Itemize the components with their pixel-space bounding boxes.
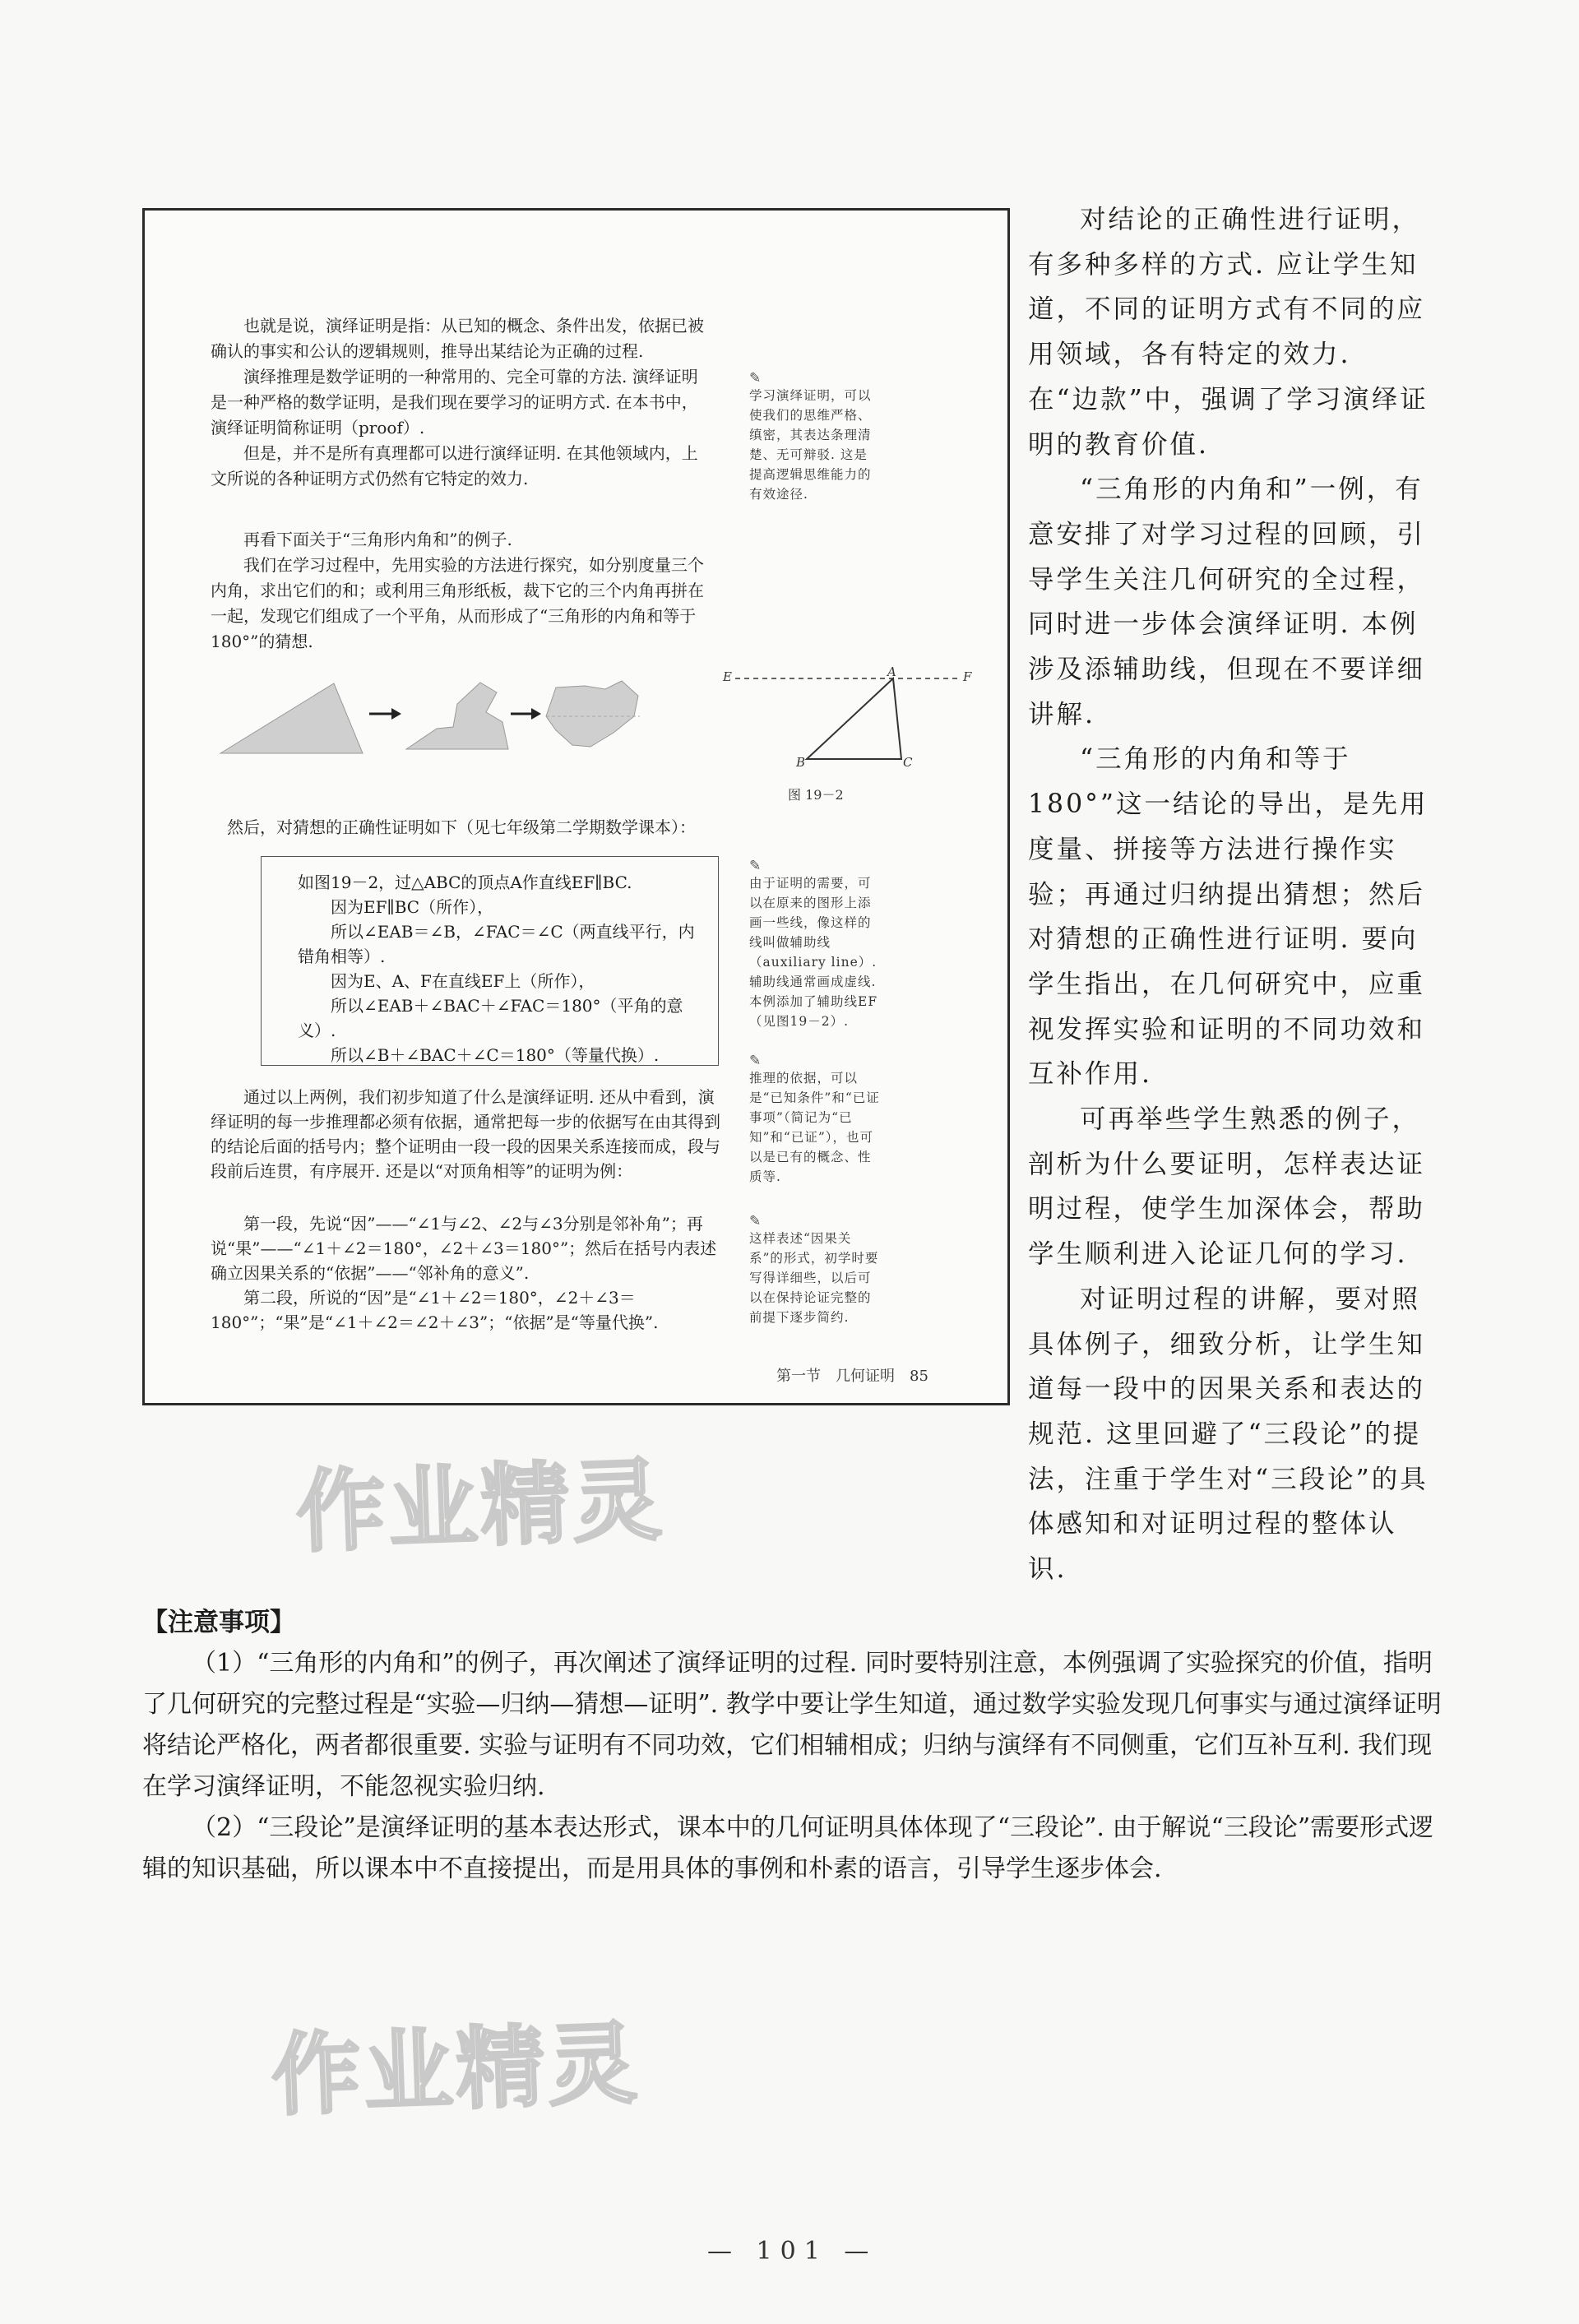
page-number: — 101 — <box>707 2237 877 2266</box>
proof-line: 因为EF∥BC（所作）， <box>331 897 494 917</box>
paper-triangle <box>220 683 363 753</box>
pencil-note-icon: ✎ <box>749 1213 762 1229</box>
triangle-cutting-illustration <box>219 671 663 762</box>
side-note-2: ✎ 由于证明的需要，可以在原来的图形上添画一些线，像这样的线叫做辅助线（auxiliary line）. 辅助线通常画成虚线. 本例添加了辅助线EF（见图19－2）. <box>749 859 881 1031</box>
margin-paragraph: 对证明过程的讲解，要对照具体例子，细致分析，让学生知道每一段中的因果关系和表达的规范. 这里回避了“三段论”的提法，注重于学生对“三段论”的具体感知和对证明过程的整体认识. <box>1028 1284 1429 1585</box>
margin-paragraph: 可再举些学生熟悉的例子，剖析为什么要证明，怎样表达证明过程，使学生加深体会，帮助学生顺利进入论证几何的学习. <box>1028 1104 1426 1270</box>
pencil-note-icon: ✎ <box>749 1053 762 1069</box>
watermark: 作业精灵 <box>270 2012 642 2128</box>
point-label-C: C <box>903 755 913 770</box>
paragraph-then-proof: 然后，对猜想的正确性证明如下（见七年级第二学期数学课本）： <box>227 817 696 837</box>
paragraph-definition: 也就是说，演绎证明是指：从已知的概念、条件出发，依据已被确认的事实和公认的逻辑规则，推导出某结论为正确的过程. <box>211 316 704 361</box>
watermark: 作业精灵 <box>294 1449 667 1565</box>
cut-triangle-pieces <box>406 683 508 749</box>
teacher-margin-column <box>1028 197 1431 1592</box>
margin-paragraph: “三角形的内角和等于180°”这一结论的导出，是先用度量、拼接等方法进行操作实验；再通过归纳提出猜想；然后对猜想的正确性进行证明. 要向学生指出，在几何研究中，应重视发挥实验和证明的不同功效和互补作用. <box>1028 744 1429 1090</box>
side-note-4: ✎ 这样表述“因果关系”的形式，初学时要写得详细些，以后可以在保持论证完整的前提下逐步简约. <box>749 1214 881 1327</box>
textbook-page-footer: 第一节 几何证明 85 <box>776 1368 928 1385</box>
point-label-A: A <box>887 664 896 679</box>
paragraph-two-examples: 通过以上两例，我们初步知道了什么是演绎证明. 还从中看到，演绎证明的每一步推理都必须有依据，通常把每一步的依据写在由其得到的结论后面的括号内；整个证明由一段一段的因果关系连接而成，段与段前后连贯，有序展开. 还是以“对顶角相等”的证明为例： <box>211 1087 720 1181</box>
arrow-icon <box>369 708 401 720</box>
proof-box <box>261 856 719 1066</box>
proof-line: 所以∠EAB＋∠BAC＋∠FAC＝180°（平角的意义）. <box>298 996 683 1040</box>
side-note-1: ✎ 学习演绎证明，可以使我们的思维严格、缜密，其表达条理清楚、无可辩驳. 这是提高逻辑思维能力的有效途径. <box>749 370 872 502</box>
paragraph-experiment: 我们在学习过程中，先用实验的方法进行探究，如分别度量三个内角，求出它们的和；或利用三角形纸板，裁下它的三个内角再拼在一起，发现它们组成了一个平角，从而形成了“三角形的内角和等于180°”的猜想. <box>211 555 704 651</box>
margin-paragraph: “三角形的内角和”一例，有意安排了对学习过程的回顾，引导学生关注几何研究的全过程，同时进一步体会演绎证明. 本例涉及添辅助线，但现在不要详细讲解. <box>1028 475 1426 729</box>
point-label-F: F <box>963 669 972 684</box>
textbook-page-scan <box>142 208 1010 1405</box>
point-label-E: E <box>723 669 732 684</box>
pencil-note-icon: ✎ <box>749 370 762 387</box>
proof-line: 如图19－2，过△ABC的顶点A作直线EF∥BC. <box>298 873 632 892</box>
notes-heading: 【注意事项】 <box>142 1608 295 1637</box>
paragraph-other-domains: 但是，并不是所有真理都可以进行演绎证明. 在其他领域内，上文所说的各种证明方式仍然有它特定的效力. <box>211 443 698 488</box>
note-item-2: （2）“三段论”是演绎证明的基本表达形式，课本中的几何证明具体体现了“三段论”. 由于解说“三段论”需要形式逻辑的知识基础，所以课本中不直接提出，而是用具体的事例和朴素的语言，引导学生逐步体会. <box>142 1813 1434 1883</box>
proof-line: 所以∠B＋∠BAC＋∠C＝180°（等量代换）. <box>331 1045 660 1065</box>
note-item-1: （1）“三角形的内角和”的例子，再次阐述了演绎证明的过程. 同时要特别注意，本例强调了实验探究的价值，指明了几何研究的完整过程是“实验—归纳—猜想—证明”. 教学中要让学生知道，通过数学实验发现几何事实与通过演绎证明将结论严格化，两者都很重要. 实验与证明有不同功效，它们相辅相成；归纳与演绎有不同侧重，它们互补互利. 我们现在学习演绎证明，不能忽视实验归纳. <box>142 1649 1442 1801</box>
point-label-B: B <box>796 755 806 770</box>
margin-paragraph: 对结论的正确性进行证明，有多种多样的方式. 应让学生知道，不同的证明方式有不同的应用领域，各有特定的效力. 在“边款”中，强调了学习演绎证明的教育价值. <box>1028 205 1429 460</box>
triangle-ABC <box>807 678 901 759</box>
paragraph-triangle-intro: 再看下面关于“三角形内角和”的例子. <box>243 530 512 549</box>
paragraph-first-step: 第一段，先说“因”——“∠1与∠2、∠2与∠3分别是邻补角”；再说“果”——“∠1＋∠2＝180°，∠2＋∠3＝180°”；然后在括号内表述确立因果关系的“依据”——“邻补角的意义”. <box>211 1214 717 1283</box>
pencil-note-icon: ✎ <box>749 858 762 874</box>
rearranged-angles <box>546 681 638 747</box>
figure-19-2 <box>720 667 984 774</box>
figure-caption: 图 19－2 <box>788 787 844 803</box>
arrow-icon <box>511 708 541 720</box>
paragraph-deductive-method: 演绎推理是数学证明的一种常用的、完全可靠的方法. 演绎证明是一种严格的数学证明，是我们现在要学习的证明方式. 在本书中，演绎证明简称证明（proof）. <box>211 367 698 437</box>
proof-line: 因为E、A、F在直线EF上（所作）， <box>331 971 595 991</box>
paragraph-second-step: 第二段，所说的“因”是“∠1＋∠2＝180°，∠2＋∠3＝180°”；“果”是“∠1＋∠2＝∠2＋∠3”；“依据”是“等量代换”. <box>211 1288 659 1332</box>
side-note-3: ✎ 推理的依据，可以是“已知条件”和“已证事项”（简记为“已知”和“已证”），也可以是已有的概念、性质等. <box>749 1053 880 1184</box>
proof-line: 所以∠EAB＝∠B，∠FAC＝∠C（两直线平行，内错角相等）. <box>298 922 695 966</box>
notes-section <box>142 1602 1442 1890</box>
